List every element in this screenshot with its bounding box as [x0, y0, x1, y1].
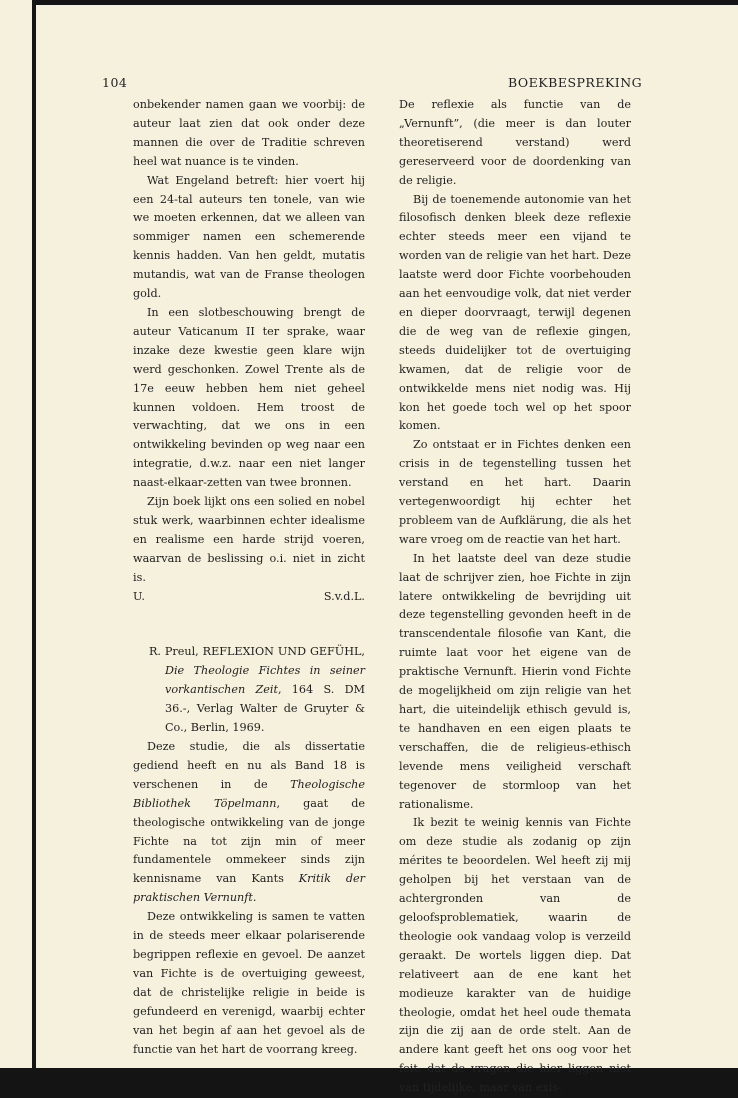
right-column: [399, 96, 631, 1098]
running-title: BOEKBESPREKING: [508, 75, 643, 90]
paragraph: Wat Engeland betreft: hier voert hij een 24-tal auteurs ten tonele, van wie we moeten erkennen, dat we alleen van sommiger namen een schemerende kennis hadden. Van hen geldt, mutatis mutandis, wat van de Franse theologen gold.: [133, 173, 365, 301]
review-details: , 164 S. DM 36.-, Verlag Walter de Gruyter & Co., Berlin, 1969.: [165, 683, 365, 735]
work-title: Kritik der praktischen Vernunft: [133, 872, 365, 905]
series-title: Theologische Bibliothek Töpelmann: [133, 777, 365, 810]
left-column: [133, 96, 365, 1059]
paragraph: In het laatste deel van deze studie laat de schrijver zien, hoe Fichte in zijn latere ontwikkeling de bevrijding uit deze tegenstelling gevonden heeft in de transcendentale filosofie van Kant, die ruimte laat voor het eigene van de praktische Vernunft. Hierin vond Fichte de mogelijkheid om zijn religie van het hart, die uiteindelijk ethisch gevuld is, te handhaven en een eigen plaats te verschaffen, die de religieus-ethisch levende mens veiligheid verschaft tegenover de stormloop van het rationalisme.: [399, 551, 631, 811]
text-run: Deze studie, die als dissertatie gediend heeft en nu als Band 18 is verschenen in de: [133, 740, 365, 791]
scan-left-edge: [0, 0, 36, 1068]
paragraph: [133, 738, 365, 908]
paragraph: Ik bezit te weinig kennis van Fichte om deze studie als zodanig op zijn mérites te beoordelen. Wel heeft zij mij geholpen bij het verstaan van de achtergronden van de geloofsproblematiek, waarin de theologie ook vandaag volop is verzeild geraakt. De wortels liggen diep. Dat relativeert aan de ene kant het modieuze karakter van de huidige theologie, omdat het heel oude themata zijn die zij aan de orde stelt. Aan de andere kant geeft het ons oog voor het feit, dat de vragen die hier liggen niet van tijdelijke, maar van exis-: [399, 816, 631, 1095]
review-heading: [133, 643, 365, 738]
signature-initial: U.: [133, 589, 145, 603]
review-author: R. Preul,: [149, 645, 203, 659]
paragraph: Bij de toenemende autonomie van het filosofisch denken bleek deze reflexie echter steeds meer een vijand te worden van de religie van het hart. Deze laatste werd door Fichte voorbehouden aan het eenvoudige volk, dat niet verder en dieper doorvraagt, terwijl degenen die de weg van de reflexie gingen, steeds duidelijker tot de overtuiging kwamen, dat de religie voor de ontwikkelde mens niet nodig was. Hij kon het goede toch wel op het spoor komen.: [399, 192, 631, 433]
signature-author: S.v.d.L.: [323, 589, 365, 603]
page-number: 104: [102, 75, 128, 90]
text-run: , gaat de theologische ontwikkeling van de jonge Fichte na tot zijn min of meer fundamentele ommekeer sinds zijn kennisname van Kants: [133, 796, 366, 886]
review-subtitle: Die Theologie Fichtes in seiner vorkantischen Zeit: [165, 664, 365, 697]
paragraph: Zijn boek lijkt ons een solied en nobel stuk werk, waarbinnen echter idealisme en realisme een harde strijd voeren, waarvan de beslissing o.i. niet in zicht is.: [133, 495, 365, 584]
review-title: REFLEXION UND GEFÜHL,: [202, 645, 365, 659]
paragraph: onbekender namen gaan we voorbij: de auteur laat zien dat ook onder deze mannen die over de Traditie schreven heel wat nuance is te vinden.: [133, 98, 365, 168]
paragraph: Zo ontstaat er in Fichtes denken een crisis in de tegenstelling tussen het verstand en het hart. Daarin vertegenwoordigt hij echter het probleem van de Aufklärung, die als het ware vroeg om de reactie van het hart.: [399, 438, 631, 546]
paragraph: Deze ontwikkeling is samen te vatten in de steeds meer elkaar polariserende begrippen reflexie en gevoel. De aanzet van Fichte is de overtuiging geweest, dat de christelijke religie in beide is gefundeerd en verenigd, waarbij echter van het begin af aan het gevoel als de functie van het hart de voorrang kreeg.: [133, 910, 365, 1056]
text-run: .: [252, 891, 257, 905]
review-signature: [133, 588, 365, 607]
paragraph: De reflexie als functie van de „Vernunft”, (die meer is dan louter theoretiserend verstand) werd gereserveerd voor de doordenking van de religie.: [399, 98, 631, 187]
paragraph: In een slotbeschouwing brengt de auteur Vaticanum II ter sprake, waar inzake deze kwestie geen klare wijn werd geschonken. Zowel Trente als de 17e eeuw hebben hem niet geheel kunnen voldoen. Hem troost de verwachting, dat we ons in een ontwikkeling bevinden op weg naar een integratie, d.w.z. naar een niet langer naast-elkaar-zetten van twee bronnen.: [133, 305, 365, 490]
